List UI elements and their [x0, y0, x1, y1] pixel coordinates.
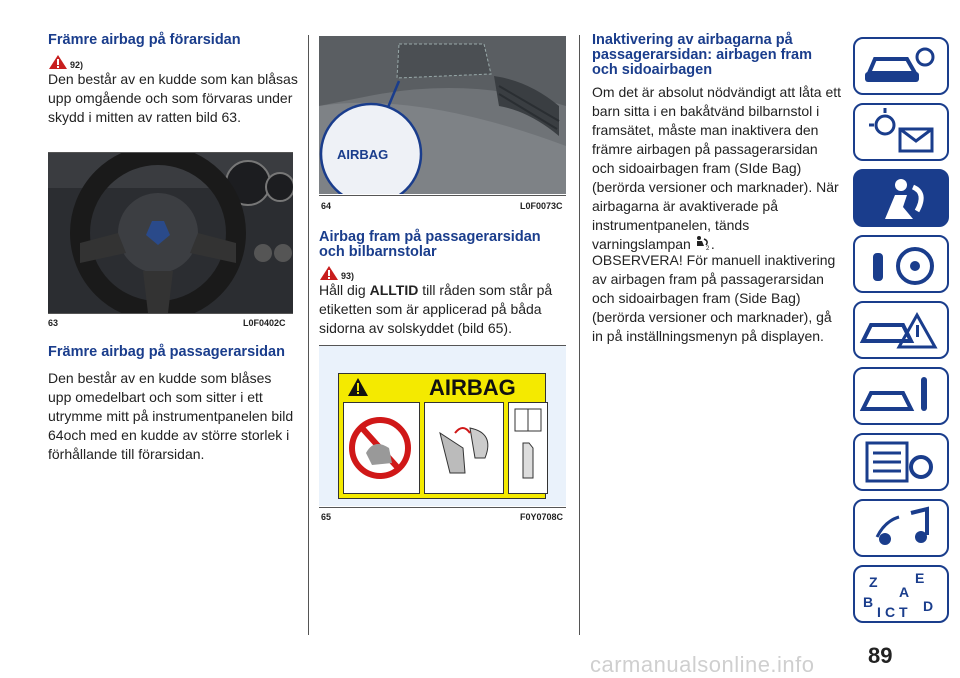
tab-multimedia[interactable]: [853, 499, 949, 557]
figure-63-bottom-rule: [48, 313, 293, 314]
warning-lights-icon: [855, 105, 947, 159]
tab-technical-data[interactable]: [853, 433, 949, 491]
svg-text:A: A: [899, 584, 910, 600]
figure-63-steering-wheel: [48, 153, 293, 313]
figure-64-bottom-rule: [319, 195, 566, 196]
heading-passenger-airbag: Främre airbag på passagerarsidan: [48, 344, 285, 360]
child-seats-text-post: till råden som står på etiketten som är applicerad på båda sidorna av solskyddet (bild 65).: [319, 282, 553, 336]
figure-65-bottom-rule: [319, 507, 566, 508]
warning-ref-92: [48, 54, 83, 70]
sticker-panels: [343, 402, 541, 494]
warning-triangle-icon: [347, 377, 369, 397]
airbag-seat-icon: [855, 171, 947, 225]
maintenance-car-icon: [855, 369, 947, 423]
manual-deactivation-text: OBSERVERA! För manuell inaktivering av airbagen fram på passagerarsidan och sidoairbagen fram (Side Bag) (berörda versioner och marknader), gå in på inställningsmenyn på displayen.: [592, 252, 836, 344]
tab-knowing-your-car[interactable]: [853, 37, 949, 95]
emergency-car-icon: [855, 303, 947, 357]
svg-text:B: B: [863, 594, 874, 610]
tab-warning-lights[interactable]: [853, 103, 949, 161]
figure-65-number: 65: [321, 512, 332, 522]
airbag-deploy-icon: [424, 402, 504, 494]
child-seats-text-bold: ALLTID: [369, 282, 419, 298]
child-seats-text: [319, 281, 564, 338]
svg-text:D: D: [923, 598, 934, 614]
alphabetical-index-icon: [855, 567, 947, 621]
warning-triangle-icon: [48, 54, 68, 70]
tab-servicing[interactable]: [853, 367, 949, 425]
column-divider-1: [308, 35, 309, 635]
svg-text:T: T: [899, 604, 908, 620]
multimedia-icon: [855, 501, 947, 555]
tab-starting-driving[interactable]: [853, 235, 949, 293]
no-rear-facing-seat-icon: [343, 402, 420, 494]
driver-airbag-text: Den består av en kudde som kan blåsas upp omgående och som förvaras under skydd i mitten av ratten bild 63.: [48, 71, 298, 125]
heading-driver-airbag: Främre airbag på förarsidan: [48, 32, 241, 48]
tab-safety[interactable]: [853, 169, 949, 227]
watermark: carmanualsonline.info: [590, 652, 815, 677]
svg-text:I: I: [877, 604, 881, 620]
technical-data-icon: [855, 435, 947, 489]
figure-64-number: 64: [321, 201, 332, 211]
deactivation-text-main: Om det är absolut nödvändigt att låta ett barn sitta i en bakåtvänd bilbarnstol i framsätet, måste man inaktivera den främre airbagen på passagerarsidan och sidoairbagen fram (SIde Bag) (berörda versioner och marknader). När airbagarna är avaktiverade på instrumentpanelen, tänds varningslampan: [592, 84, 842, 252]
heading-deactivation: Inaktivering av airbagarna på passagerarsidan: airbagen fram och sidoairbagen: [592, 32, 813, 78]
warning-number: 93): [341, 271, 355, 281]
tab-index[interactable]: [853, 565, 949, 623]
figure-64-dashboard: [319, 36, 566, 194]
figure-63-code: L0F0402C: [243, 318, 286, 328]
airbag-off-warning-lamp-icon: [693, 235, 711, 251]
column-divider-2: [579, 35, 580, 635]
svg-text:Z: Z: [869, 574, 878, 590]
warning-number: 92): [70, 60, 84, 70]
key-steering-icon: [855, 237, 947, 291]
airbag-sticker: [338, 373, 546, 499]
tab-in-an-emergency[interactable]: [853, 301, 949, 359]
deactivation-text: [592, 83, 844, 254]
heading-child-seats: Airbag fram på passagerarsidan och bilbarnstolar: [319, 229, 541, 260]
warning-ref-93: [319, 265, 354, 281]
svg-text:E: E: [915, 570, 925, 586]
sticker-airbag-text: AIRBAG: [429, 375, 516, 400]
manual-reference-icon: [508, 402, 548, 494]
figure-63-number: 63: [48, 318, 59, 328]
page-number: 89: [868, 643, 893, 668]
car-dashboard-icon: [855, 39, 947, 93]
warning-triangle-icon: [319, 265, 339, 281]
airbag-label: AIRBAG: [337, 147, 389, 162]
figure-64-code: L0F0073C: [520, 201, 563, 211]
svg-text:2: 2: [705, 246, 710, 251]
passenger-airbag-text: Den består av en kudde som blåses upp omedelbart och som sitter i ett utrymme mitt på instrumentpanelen bild 64och med en kudde av större storlek i förhållande till förarsidan.: [48, 370, 294, 462]
svg-text:C: C: [885, 604, 896, 620]
deactivation-text-end: .: [710, 236, 715, 252]
child-seats-text-pre: Håll dig: [319, 282, 370, 298]
figure-65-airbag-label: [319, 346, 566, 506]
figure-65-code: F0Y0708C: [520, 512, 564, 522]
